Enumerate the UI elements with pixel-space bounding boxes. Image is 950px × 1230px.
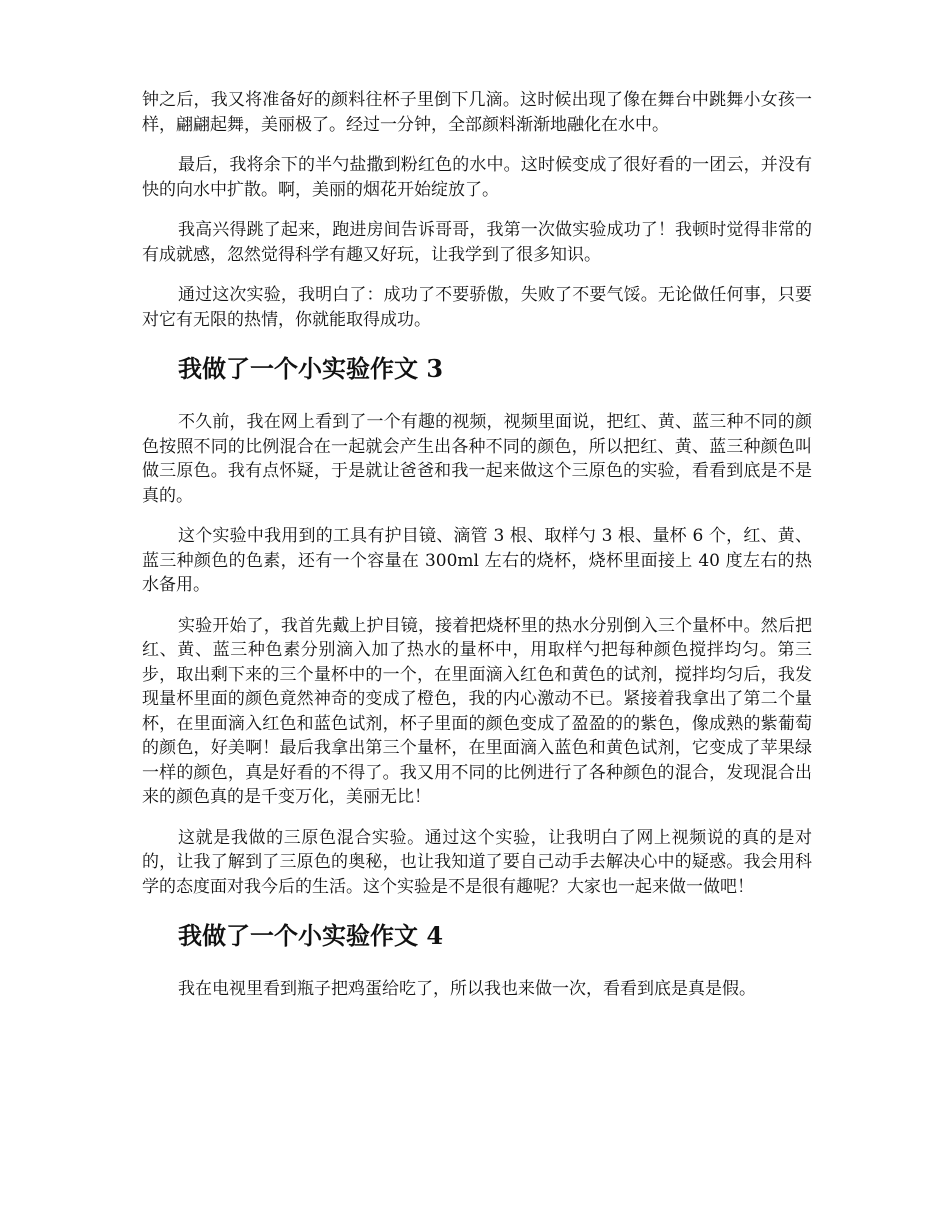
essay-3-heading: 我做了一个小实验作文 3 <box>178 354 444 383</box>
paragraph-egg: 我在电视里看到瓶子把鸡蛋给吃了，所以我也来做一次，看看到底是真是假。 <box>178 979 756 999</box>
paragraph-salt: 最后，我将余下的半勺盐撒到粉红色的水中。这时候变成了很好看的一团云，并没有快的向水中扩散。啊，美丽的烟花开始绽放了。 <box>142 155 812 200</box>
paragraph-video: 不久前，我在网上看到了一个有趣的视频，视频里面说，把红、黄、蓝三种不同的颜色按照不同的比例混合在一起就会产生出各种不同的颜色，所以把红、黄、蓝三种颜色叫做三原色。我有点怀疑，于是就让爸爸和我一起来做这个三原色的实验，看看到底是不是真的。 <box>142 412 812 506</box>
paragraph-tools: 这个实验中我用到的工具有护目镜、滴管 3 根、取样勺 3 根、量杯 6 个，红、黄、蓝三种颜色的色素，还有一个容量在 300ml 左右的烧杯，烧杯里面接上 40 度左右的热水备用。 <box>142 526 812 595</box>
paragraph-lesson: 通过这次实验，我明白了：成功了不要骄傲，失败了不要气馁。无论做任何事，只要对它有无限的热情，你就能取得成功。 <box>142 285 812 330</box>
paragraph-experiment: 实验开始了，我首先戴上护目镜，接着把烧杯里的热水分别倒入三个量杯中。然后把红、黄、蓝三种色素分别滴入加了热水的量杯中，用取样勺把每种颜色搅拌均匀。第三步，取出剩下来的三个量杯中的一个，在里面滴入红色和黄色的试剂，搅拌均匀后，我发现量杯里面的颜色竟然神奇的变成了橙色，我的内心激动不已。紧接着我拿出了第二个量杯，在里面滴入红色和蓝色试剂，杯子里面的颜色变成了盈盈的的紫色，像成熟的紫葡萄的颜色，好美啊！最后我拿出第三个量杯，在里面滴入蓝色和黄色试剂，它变成了苹果绿一样的颜色，真是好看的不得了。我又用不同的比例进行了各种颜色的混合，发现混合出来的颜色真的是千变万化，美丽无比！ <box>142 615 812 807</box>
paragraph-conclusion: 这就是我做的三原色混合实验。通过这个实验，让我明白了网上视频说的真的是对的，让我了解到了三原色的奥秘，也让我知道了要自己动手去解决心中的疑惑。我会用科学的态度面对我今后的生活。这个实验是不是很有趣呢？大家也一起来做一做吧！ <box>142 827 812 897</box>
paragraph-continued: 钟之后，我又将准备好的颜料往杯子里倒下几滴。这时候出现了像在舞台中跳舞小女孩一样，翩翩起舞，美丽极了。经过一分钟，全部颜料渐渐地融化在水中。 <box>142 90 812 135</box>
paragraph-success: 我高兴得跳了起来，跑进房间告诉哥哥，我第一次做实验成功了！我顿时觉得非常的有成就感，忽然觉得科学有趣又好玩，让我学到了很多知识。 <box>142 220 812 265</box>
essay-4-heading: 我做了一个小实验作文 4 <box>178 921 444 950</box>
document-page <box>142 88 812 1018</box>
